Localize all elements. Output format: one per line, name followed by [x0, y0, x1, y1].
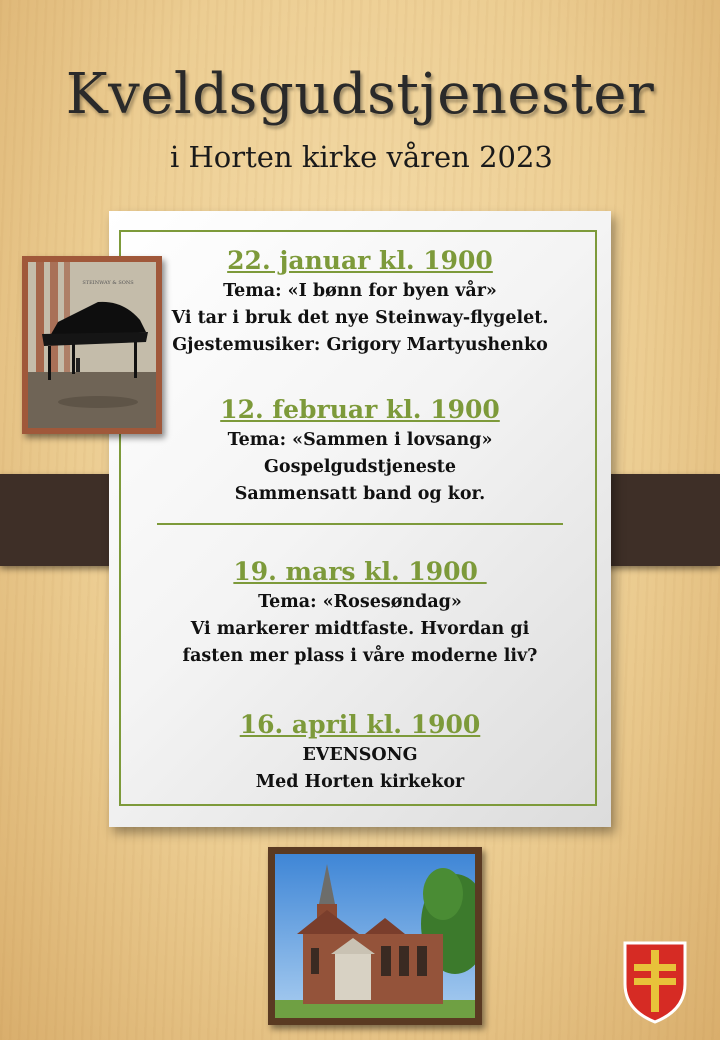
- event-1-line-1: Tema: «I bønn for byen vår»: [223, 281, 497, 301]
- event-2: [100, 393, 620, 508]
- event-2-date: 12. februar kl. 1900: [220, 395, 500, 424]
- event-4-line-1: EVENSONG: [302, 745, 418, 765]
- church-icon: [275, 854, 475, 1018]
- section-divider: [157, 523, 563, 525]
- event-4-line-2: Med Horten kirkekor: [255, 772, 465, 792]
- schedule-paper: [109, 211, 611, 827]
- event-1-date: 22. januar kl. 1900: [227, 246, 493, 275]
- event-3: [100, 555, 620, 670]
- event-1-line-2: Vi tar i bruk det nye Steinway-flygelet.: [171, 308, 549, 328]
- church-photo: [268, 847, 482, 1025]
- event-1: [100, 244, 620, 359]
- piano-photo: [22, 256, 162, 434]
- poster-title: Kveldsgudstjenester: [65, 62, 655, 127]
- event-1-line-3: Gjestemusiker: Grigory Martyushenko: [172, 335, 548, 355]
- poster-subtitle: i Horten kirke våren 2023: [170, 140, 553, 174]
- event-3-line-3: fasten mer plass i våre moderne liv?: [182, 646, 538, 666]
- event-4-date: 16. april kl. 1900: [239, 710, 481, 739]
- church-of-norway-shield-icon: [622, 940, 688, 1024]
- event-3-date: 19. mars kl. 1900: [233, 557, 487, 586]
- steinway-logo-text: STEINWAY & SONS: [82, 280, 134, 286]
- event-3-line-2: Vi markerer midtfaste. Hvordan gi: [190, 619, 530, 639]
- event-4: [100, 708, 620, 796]
- event-2-line-1: Tema: «Sammen i lovsang»: [227, 430, 493, 450]
- event-3-line-1: Tema: «Rosesøndag»: [258, 592, 462, 612]
- event-2-line-2: Gospelgudstjeneste: [263, 457, 456, 477]
- grand-piano-icon: [28, 262, 156, 428]
- event-2-line-3: Sammensatt band og kor.: [234, 484, 486, 504]
